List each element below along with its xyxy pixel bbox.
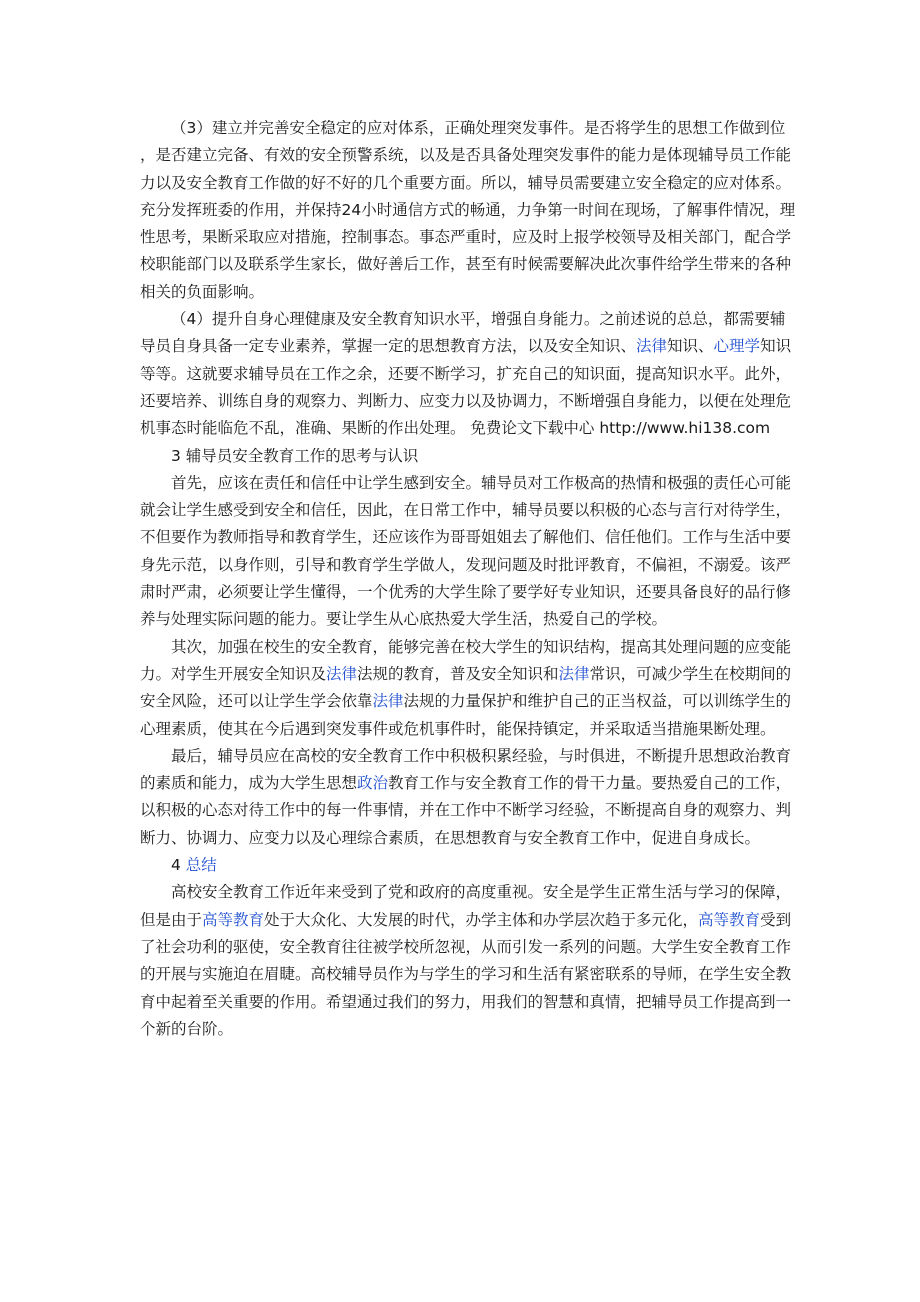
link-psychology[interactable]: 心理学 <box>713 337 761 356</box>
paragraph-4-self-improvement: （4）提升自身心理健康及安全教育知识水平，增强自身能力。之前述说的总总，都需要辅导员自身具备一定专业素养，掌握一定的思想教育方法，以及安全知识、法律知识、心理学知识等等。这就要求辅导员在工作之余，还要不断学习，扩充自己的知识面，提高知识水平。此外，还要培养、训练自身的观察力、判断力、应变力以及协调力，不断增强自身能力，以便在处理危机事态时能临危不乱，准确、果断的作出处理。 免费论文下载中心 http://www.hi138.com <box>140 310 792 438</box>
link-summary[interactable]: 总结 <box>185 856 217 875</box>
link-law[interactable]: 法律 <box>326 664 358 683</box>
paragraph-summary: 高校安全教育工作近年来受到了党和政府的高度重视。安全是学生正常生活与学习的保障，但是由于高等教育处于大众化、大发展的时代，办学主体和办学层次趋于多元化，高等教育受到了社会功利的驱使，安全教育往往被学校所忽视，从而引发一系列的问题。大学生安全教育工作的开展与实施迫在眉睫。高校辅导员作为与学生的学习和生活有紧密联系的导师，在学生安全教育中起着至关重要的作用。希望通过我们的努力，用我们的智慧和真情，把辅导员工作提高到一个新的台阶。 <box>140 883 792 1038</box>
document-body <box>140 115 800 1043</box>
link-law[interactable]: 法律 <box>558 664 590 683</box>
link-law[interactable]: 法律 <box>372 692 404 711</box>
link-law[interactable]: 法律 <box>636 337 668 356</box>
section-heading-3: 3 辅导员安全教育工作的思考与认识 <box>171 446 419 465</box>
paragraph-first: 首先，应该在责任和信任中让学生感到安全。辅导员对工作极高的热情和极强的责任心可能就会让学生感受到安全和信任，因此，在日常工作中，辅导员要以积极的心态与言行对待学生，不但要作为教师指导和教育学生，还应该作为哥哥姐姐去了解他们、信任他们。工作与生活中要身先示范，以身作则，引导和教育学生学做人，发现问题及时批评教育，不偏袒，不溺爱。该严肃时严肃，必须要让学生懂得，一个优秀的大学生除了要学好专业知识，还要具备良好的品行修养与处理实际问题的能力。要让学生从心底热爱大学生活，热爱自己的学校。 <box>140 473 792 629</box>
paragraph-3-safety-system: （3）建立并完善安全稳定的应对体系，正确处理突发事件。是否将学生的思想工作做到位，是否建立完备、有效的安全预警系统，以及是否具备处理突发事件的能力是体现辅导员工作能力以及安全教育工作做的好不好的几个重要方面。所以，辅导员需要建立安全稳定的应对体系。充分发挥班委的作用，并保持24小时通信方式的畅通，力争第一时间在现场，了解事件情况，理性思考，果断采取应对措施，控制事态。事态严重时，应及时上报学校领导及相关部门，配合学校职能部门以及联系学生家长，做好善后工作，甚至有时候需要解决此次事件给学生带来的各种相关的负面影响。 <box>140 119 796 301</box>
paragraph-second: 其次，加强在校生的安全教育，能够完善在校大学生的知识结构，提高其处理问题的应变能力。对学生开展安全知识及法律法规的教育，普及安全知识和法律常识，可减少学生在校期间的安全风险，还可以让学生学会依靠法律法规的力量保护和维护自己的正当权益，可以训练学生的心理素质，使其在今后遇到突发事件或危机事件时，能保持镇定，并采取适当措施果断处理。 <box>140 637 792 738</box>
section-heading-4: 4 总结 <box>171 856 217 875</box>
link-politics[interactable]: 政治 <box>357 774 389 793</box>
paragraph-last: 最后，辅导员应在高校的安全教育工作中积极积累经验，与时俱进，不断提升思想政治教育的素质和能力，成为大学生思想政治教育工作与安全教育工作的骨干力量。要热爱自己的工作，以积极的心态对待工作中的每一件事情，并在工作中不断学习经验，不断提高自身的观察力、判断力、协调力、应变力以及心理综合素质，在思想教育与安全教育工作中，促进自身成长。 <box>140 746 792 847</box>
link-higher-education[interactable]: 高等教育 <box>202 910 265 929</box>
link-higher-education[interactable]: 高等教育 <box>698 910 761 929</box>
